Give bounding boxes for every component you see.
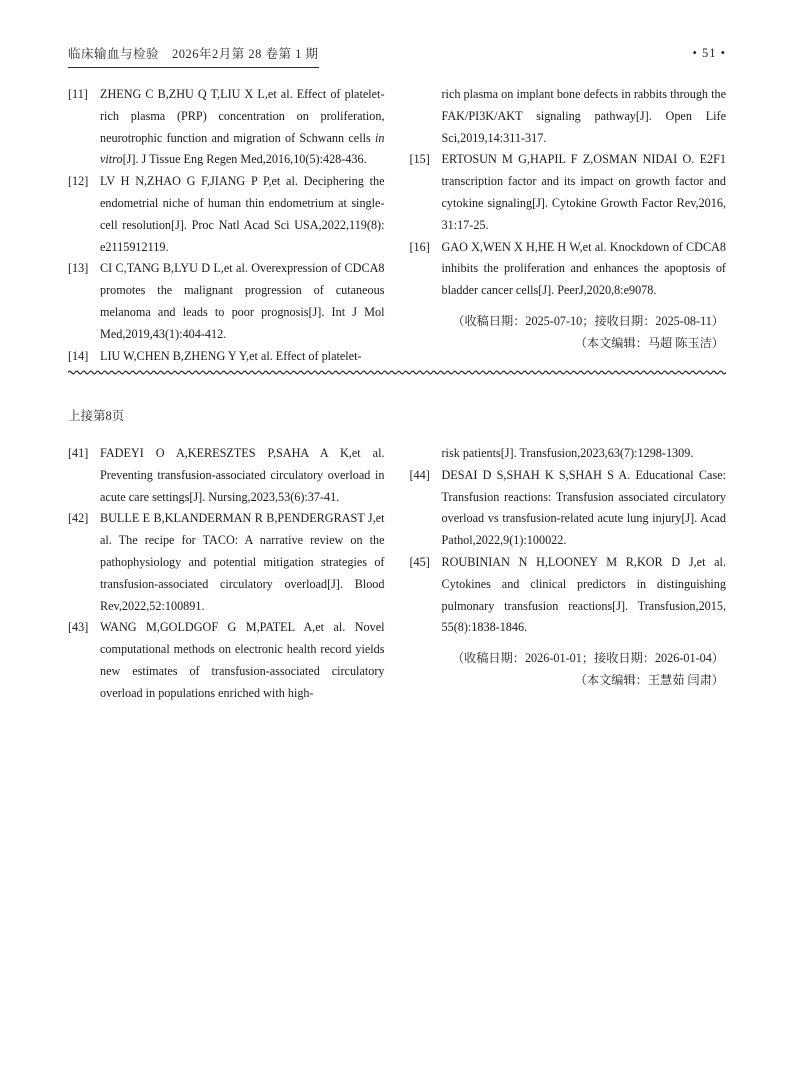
reference-text: WANG M,GOLDGOF G M,PATEL A,et al. Novel computational methods on electronic health record yields new estimates of transfusion-associated circulatory overload in populations enriched with high- [100,620,385,700]
reference-text: GAO X,WEN X H,HE H W,et al. Knockdown of CDCA8 inhibits the proliferation and enhances the apoptosis of bladder cancer cells[J]. PeerJ,2020,8:e9078. [441,239,726,298]
reference-number: [45] [409,554,430,569]
editor-line: （本文编辑：王慧茹 闫肃） [574,672,724,687]
reference-item [68,443,385,508]
reference-item [410,149,727,236]
bottom-left-column [68,443,385,705]
reference-item [410,443,727,465]
top-right-column [410,84,727,367]
references-section-bottom [68,443,726,705]
reference-number: [16] [409,239,430,254]
reference-list [68,443,385,705]
reference-text: risk patients[J]. Transfusion,2023,63(7):1298-1309. [441,446,694,460]
reference-text: CI C,TANG B,LYU D L,et al. Overexpression of CDCA8 promotes the malignant progression of cutaneous melanoma and leads to poor prognosis[J]. Int J Mol Med,2019,43(1):404-412. [100,261,385,341]
received-dates-line: （收稿日期：2026-01-01；接收日期：2026-01-04） [451,651,724,666]
reference-item [410,465,727,552]
reference-item [68,617,385,704]
top-left-column [68,84,385,367]
page-number: • 51 • [692,46,726,60]
reference-number: [13] [68,261,89,276]
journal-title: 临床输血与检验 2026年2月第 28 卷第 1 期 [68,44,319,68]
reference-text: ROUBINIAN N H,LOONEY M R,KOR D J,et al. Cytokines and clinical predictors in distinguishing pulmonary transfusion reactions[J]. Transfusion,2015, 55(8):1838-1846. [441,554,726,635]
wavy-divider [68,369,726,376]
reference-item [68,508,385,617]
reference-text: BULLE E B,KLANDERMAN R B,PENDERGRAST J,et al. The recipe for TACO: A narrative review on the pathophysiology and potential mitigation strategies of transfusion-associated circulatory overload[J]. Blood Rev,2022,52:100891. [100,511,385,613]
reference-text: FADEYI O A,KERESZTES P,SAHA A K,et al. Preventing transfusion-associated circulatory overload in acute care settings[J]. Nursing,2023,53(6):37-41. [100,446,385,504]
reference-number: [42] [68,511,89,526]
bottom-right-column [410,443,727,705]
reference-number: [14] [68,348,89,363]
reference-list [410,84,727,302]
reference-number: [41] [68,446,89,460]
editor-line: （本文编辑：马超 陈玉洁） [574,335,724,350]
reference-text: LV H N,ZHAO G F,JIANG P P,et al. Deciphering the endometrial niche of human thin endometrium at single-cell resolution[J]. Proc Natl Acad Sci USA,2022,119(8): e2115912119. [100,174,385,254]
reference-item [68,258,385,345]
reference-item [68,346,385,368]
reference-item [410,237,727,302]
reference-item [410,84,727,149]
reference-list [410,443,727,639]
reference-text: ZHENG C B,ZHU Q T,LIU X L,et al. Effect of platelet-rich plasma (PRP) concentration on proliferation, neurotrophic function and migration of Schwann cells in vitro[J]. J Tissue Eng Regen Med,2016,10(5):428-436. [100,87,385,167]
reference-number: [43] [68,620,89,635]
reference-number: [12] [68,174,89,189]
reference-text: rich plasma on implant bone defects in rabbits through the FAK/PI3K/AKT signaling pathway[J]. Open Life Sci,2019,14:311-317. [441,87,726,145]
reference-text: DESAI D S,SHAH K S,SHAH S A. Educational Case: Transfusion reactions: Transfusion associated circulatory overload vs transfusion-related acute lung injury[J]. Acad Pathol,2022,9(1):100022. [441,467,726,548]
page-header [68,44,726,68]
references-section-top [68,84,726,367]
continued-from-note: 上接第8页 [68,409,125,423]
reference-text: ERTOSUN M G,HAPIL F Z,OSMAN NIDAI O. E2F1 transcription factor and its impact on growth factor and cytokine signaling[J]. Cytokine Growth Factor Rev,2016, 31:17-25. [441,152,726,232]
received-dates-line: （收稿日期：2025-07-10；接收日期：2025-08-11） [452,313,724,328]
reference-number: [11] [68,87,88,101]
reference-item [68,84,385,171]
reference-text: LIU W,CHEN B,ZHENG Y Y,et al. Effect of platelet- [100,348,362,363]
reference-item [410,552,727,639]
reference-list [68,84,385,367]
reference-number: [44] [409,467,430,482]
reference-item [68,171,385,258]
reference-number: [15] [409,152,430,167]
